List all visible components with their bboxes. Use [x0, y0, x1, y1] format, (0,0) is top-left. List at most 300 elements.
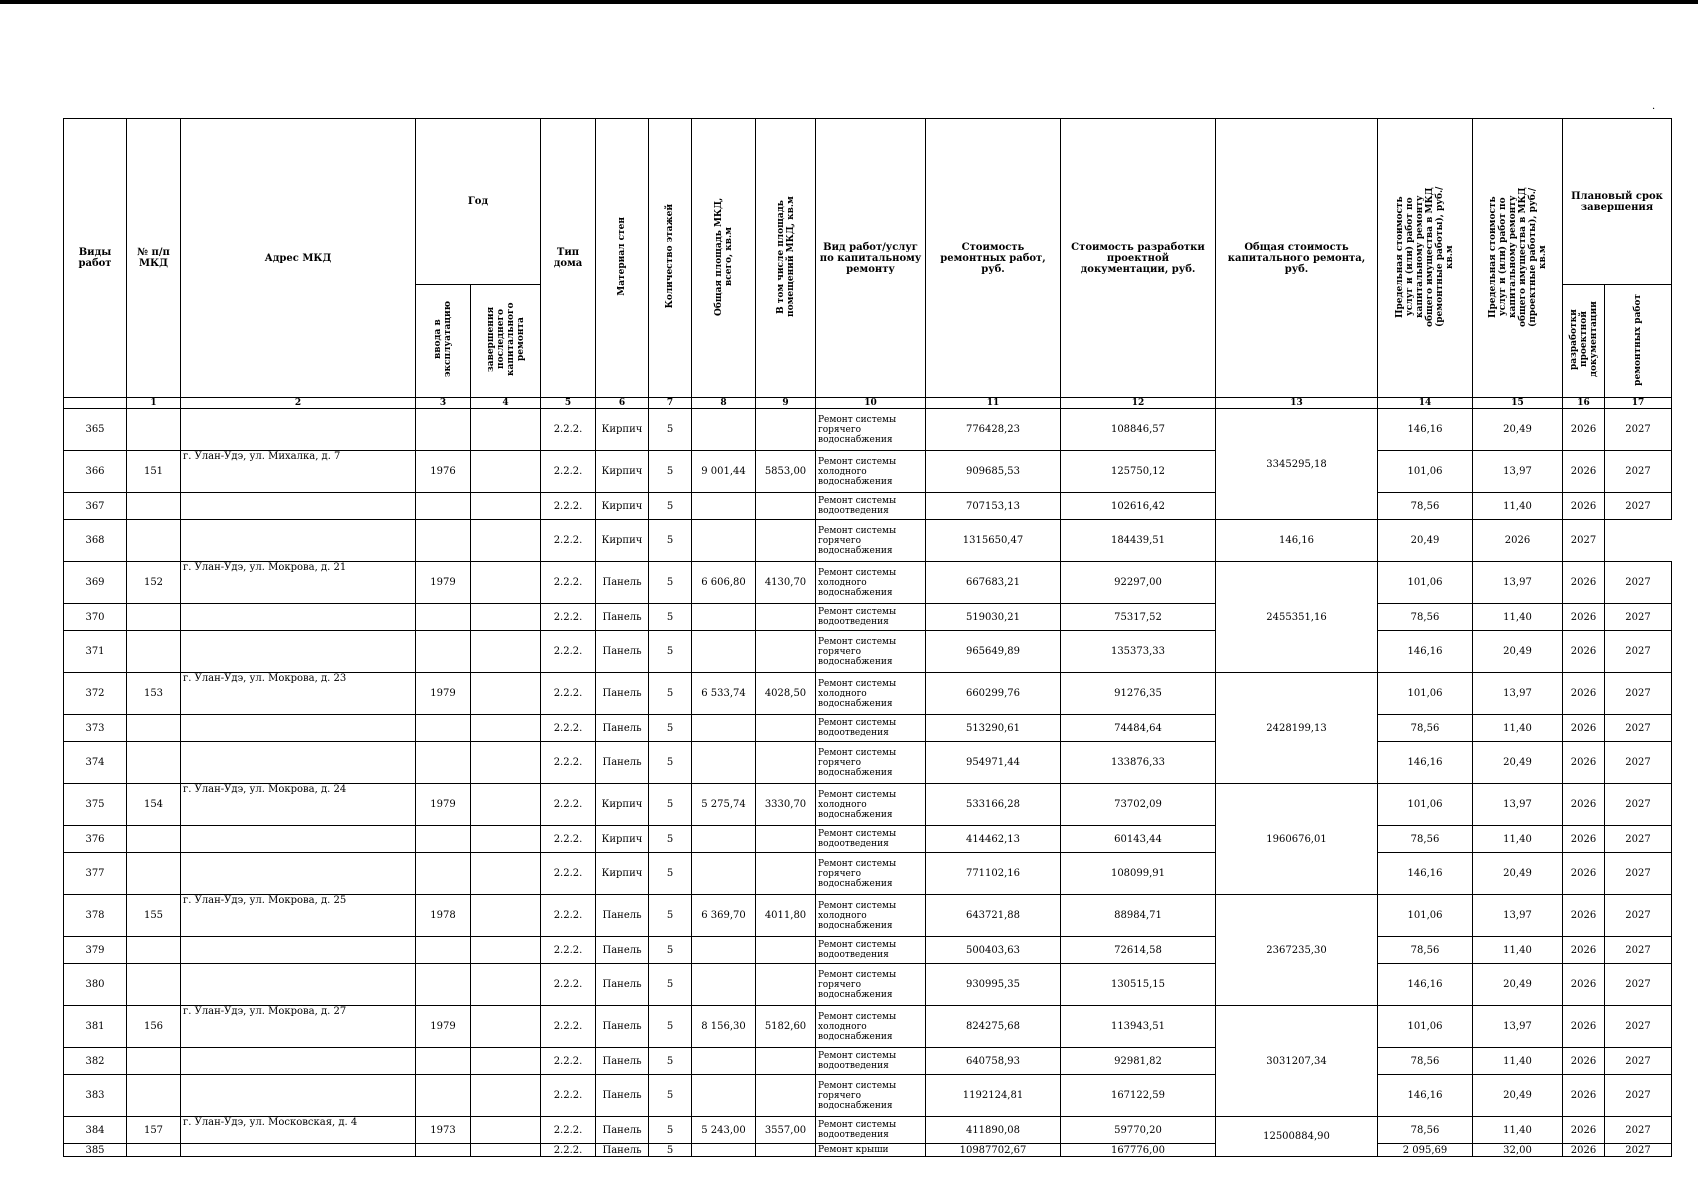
cell-y1: [416, 1075, 471, 1117]
table-row: [64, 895, 1672, 937]
cell-c12: 184439,51: [1061, 520, 1216, 562]
cell-c12: 108846,57: [1061, 409, 1216, 451]
cell-c14: 146,16: [1378, 631, 1473, 673]
cell-addr: [181, 1075, 416, 1117]
cell-wall: Кирпич: [596, 493, 649, 520]
cell-fl: 5: [649, 826, 692, 853]
cell-c12: 167776,00: [1061, 1144, 1216, 1157]
cell-fl: 5: [649, 673, 692, 715]
col-term-repair-header: ремонтных работ: [1605, 285, 1672, 398]
col-work-type-header: Виды работ: [64, 119, 127, 398]
col-number: 13: [1216, 398, 1378, 409]
cell-work: Ремонт системы водоотведения: [816, 1117, 926, 1144]
cell-y2: [471, 964, 541, 1006]
cell-fl: 5: [649, 964, 692, 1006]
cell-c14: 78,56: [1378, 1117, 1473, 1144]
cell-area: 5 243,00: [692, 1117, 756, 1144]
cell-mkd: [127, 409, 181, 451]
cell-y2: [471, 937, 541, 964]
cell-c11: 513290,61: [926, 715, 1061, 742]
cell-n: 383: [64, 1075, 127, 1117]
cell-prem: [756, 853, 816, 895]
cell-fl: 5: [649, 1117, 692, 1144]
cell-c16: 2026: [1563, 1117, 1605, 1144]
cell-c11: 909685,53: [926, 451, 1061, 493]
cell-c17: 2027: [1605, 1117, 1672, 1144]
cell-type: 2.2.2.: [541, 604, 596, 631]
cell-c11: 1315650,47: [926, 520, 1061, 562]
cell-prem: [756, 631, 816, 673]
cell-type: 2.2.2.: [541, 1006, 596, 1048]
cell-work: Ремонт системы водоотведения: [816, 826, 926, 853]
cell-work: Ремонт системы горячего водоснабжения: [816, 964, 926, 1006]
cell-y1: [416, 937, 471, 964]
cell-work: Ремонт системы горячего водоснабжения: [816, 409, 926, 451]
cell-mkd: [127, 964, 181, 1006]
cell-c11: 660299,76: [926, 673, 1061, 715]
cell-prem: [756, 715, 816, 742]
cell-c12: 75317,52: [1061, 604, 1216, 631]
cell-y1: [416, 742, 471, 784]
cell-fl: 5: [649, 1075, 692, 1117]
cell-n: 384: [64, 1117, 127, 1144]
cell-c11: 533166,28: [926, 784, 1061, 826]
cell-n: 376: [64, 826, 127, 853]
cell-c17: 2027: [1605, 1006, 1672, 1048]
cell-fl: 5: [649, 784, 692, 826]
cell-work: Ремонт системы холодного водоснабжения: [816, 673, 926, 715]
cell-type: 2.2.2.: [541, 826, 596, 853]
cell-addr: г. Улан-Удэ, ул. Мокрова, д. 27: [181, 1006, 416, 1048]
cell-fl: 5: [649, 1144, 692, 1157]
cell-c14: 78,56: [1378, 826, 1473, 853]
cell-c15: 20,49: [1473, 631, 1563, 673]
cell-prem: [756, 937, 816, 964]
cell-c15: 13,97: [1473, 562, 1563, 604]
cell-wall: Кирпич: [596, 784, 649, 826]
cell-area: [692, 493, 756, 520]
cell-c11: 519030,21: [926, 604, 1061, 631]
cell-wall: Панель: [596, 631, 649, 673]
col-number: 12: [1061, 398, 1216, 409]
cell-c14: 78,56: [1378, 604, 1473, 631]
cell-type: 2.2.2.: [541, 1117, 596, 1144]
capital-repair-table: [63, 118, 1672, 1157]
cell-prem: 3557,00: [756, 1117, 816, 1144]
cell-type: 2.2.2.: [541, 742, 596, 784]
cell-area: [692, 1048, 756, 1075]
cell-c16: 2026: [1563, 562, 1605, 604]
col-number: 1: [127, 398, 181, 409]
cell-total-cost: 2428199,13: [1216, 673, 1378, 784]
cell-wall: Кирпич: [596, 520, 649, 562]
cell-c15: 20,49: [1473, 964, 1563, 1006]
col-floors-header: Количество этажей: [649, 119, 692, 398]
cell-total-cost: 2455351,16: [1216, 562, 1378, 673]
cell-c17: 2027: [1605, 715, 1672, 742]
cell-fl: 5: [649, 451, 692, 493]
cell-mkd: [127, 1144, 181, 1157]
cell-n: 379: [64, 937, 127, 964]
cell-n: 385: [64, 1144, 127, 1157]
page-mark: ·: [1652, 104, 1656, 115]
cell-wall: Панель: [596, 562, 649, 604]
cell-wall: Панель: [596, 1075, 649, 1117]
col-number: 14: [1378, 398, 1473, 409]
cell-y1: [416, 409, 471, 451]
cell-type: 2.2.2.: [541, 493, 596, 520]
cell-c16: 2026: [1563, 604, 1605, 631]
cell-c16: 2026: [1563, 451, 1605, 493]
cell-addr: [181, 715, 416, 742]
cell-type: 2.2.2.: [541, 853, 596, 895]
cell-c14: 146,16: [1378, 742, 1473, 784]
cell-mkd: 156: [127, 1006, 181, 1048]
cell-area: [692, 742, 756, 784]
col-number: 11: [926, 398, 1061, 409]
cell-mkd: 155: [127, 895, 181, 937]
col-year-last-repair-header: завершения последнего капитального ремонта: [471, 285, 541, 398]
cell-c14: 146,16: [1216, 520, 1378, 562]
col-number: 7: [649, 398, 692, 409]
cell-type: 2.2.2.: [541, 1048, 596, 1075]
cell-c17: 2027: [1605, 631, 1672, 673]
cell-type: 2.2.2.: [541, 631, 596, 673]
cell-c17: 2027: [1605, 964, 1672, 1006]
cell-c12: 167122,59: [1061, 1075, 1216, 1117]
cell-mkd: 151: [127, 451, 181, 493]
cell-n: 367: [64, 493, 127, 520]
cell-y2: [471, 1048, 541, 1075]
cell-c14: 78,56: [1378, 1048, 1473, 1075]
cell-c12: 74484,64: [1061, 715, 1216, 742]
table-row: [64, 715, 1672, 742]
cell-c14: 146,16: [1378, 964, 1473, 1006]
cell-c16: 2026: [1563, 1075, 1605, 1117]
cell-n: 380: [64, 964, 127, 1006]
table-row: [64, 964, 1672, 1006]
col-house-type-header: Тип дома: [541, 119, 596, 398]
cell-mkd: [127, 742, 181, 784]
cell-c16: 2026: [1563, 853, 1605, 895]
cell-mkd: [127, 715, 181, 742]
cell-prem: [756, 1144, 816, 1157]
cell-y1: [416, 604, 471, 631]
cell-n: 375: [64, 784, 127, 826]
col-limit-repair-header: Предельная стоимость услуг и (или) работ по капитальному ремонту общего имущества в МКД (ремонтные работы), руб./кв.м: [1378, 119, 1473, 398]
cell-y2: [471, 451, 541, 493]
cell-y2: [471, 1117, 541, 1144]
cell-mkd: [127, 853, 181, 895]
cell-c11: 707153,13: [926, 493, 1061, 520]
cell-n: 382: [64, 1048, 127, 1075]
cell-n: 372: [64, 673, 127, 715]
table-row: [64, 826, 1672, 853]
cell-wall: Панель: [596, 1048, 649, 1075]
cell-c15: 11,40: [1473, 937, 1563, 964]
cell-c15: 13,97: [1473, 895, 1563, 937]
col-term-design-header: разработки проектной документации: [1563, 285, 1605, 398]
cell-c12: 135373,33: [1061, 631, 1216, 673]
cell-c11: 1192124,81: [926, 1075, 1061, 1117]
cell-c15: 20,49: [1473, 742, 1563, 784]
cell-c11: 824275,68: [926, 1006, 1061, 1048]
cell-prem: [756, 826, 816, 853]
cell-work: Ремонт системы водоотведения: [816, 1048, 926, 1075]
cell-c15: 20,49: [1473, 1075, 1563, 1117]
cell-c14: 101,06: [1378, 562, 1473, 604]
cell-addr: [181, 964, 416, 1006]
cell-addr: [181, 937, 416, 964]
cell-area: [692, 604, 756, 631]
col-number: 15: [1473, 398, 1563, 409]
cell-area: [692, 937, 756, 964]
cell-prem: 5182,60: [756, 1006, 816, 1048]
page-top-border: [0, 0, 1698, 4]
col-number: 6: [596, 398, 649, 409]
cell-prem: [756, 520, 816, 562]
col-year-commissioned-header: ввода в эксплуатацию: [416, 285, 471, 398]
table-row: [64, 451, 1672, 493]
cell-type: 2.2.2.: [541, 520, 596, 562]
cell-n: 381: [64, 1006, 127, 1048]
cell-y2: [471, 604, 541, 631]
cell-n: 366: [64, 451, 127, 493]
cell-y2: [471, 520, 541, 562]
cell-y2: [471, 562, 541, 604]
cell-fl: 5: [649, 715, 692, 742]
cell-fl: 5: [649, 895, 692, 937]
cell-addr: [181, 604, 416, 631]
cell-c16: 2026: [1563, 631, 1605, 673]
cell-y1: [416, 853, 471, 895]
cell-y2: [471, 673, 541, 715]
col-number: [64, 398, 127, 409]
col-repair-cost-header: Стоимость ремонтных работ, руб.: [926, 119, 1061, 398]
cell-y1: [416, 964, 471, 1006]
cell-fl: 5: [649, 1048, 692, 1075]
cell-c12: 60143,44: [1061, 826, 1216, 853]
col-design-cost-header: Стоимость разработки проектной документации, руб.: [1061, 119, 1216, 398]
cell-mkd: [127, 493, 181, 520]
cell-c12: 130515,15: [1061, 964, 1216, 1006]
table-body: [64, 409, 1672, 1157]
cell-n: 371: [64, 631, 127, 673]
cell-addr: г. Улан-Удэ, ул. Московская, д. 4: [181, 1117, 416, 1144]
table-row: [64, 853, 1672, 895]
table-row: [64, 673, 1672, 715]
cell-area: 5 275,74: [692, 784, 756, 826]
cell-c14: 101,06: [1378, 1006, 1473, 1048]
cell-area: [692, 715, 756, 742]
cell-prem: [756, 1048, 816, 1075]
cell-c14: 101,06: [1378, 895, 1473, 937]
col-number: 9: [756, 398, 816, 409]
cell-c16: 2026: [1473, 520, 1563, 562]
col-wall-material-header: Материал стен: [596, 119, 649, 398]
table-row: [64, 631, 1672, 673]
cell-c17: 2027: [1605, 493, 1672, 520]
cell-fl: 5: [649, 853, 692, 895]
cell-c17: 2027: [1605, 673, 1672, 715]
cell-wall: Панель: [596, 937, 649, 964]
cell-work: Ремонт системы холодного водоснабжения: [816, 562, 926, 604]
cell-c17: 2027: [1563, 520, 1605, 562]
cell-c14: 78,56: [1378, 715, 1473, 742]
cell-y1: [416, 631, 471, 673]
cell-prem: [756, 493, 816, 520]
col-planned-term-header: Плановый срок завершения: [1563, 119, 1672, 285]
cell-fl: 5: [649, 520, 692, 562]
cell-y1: 1979: [416, 562, 471, 604]
cell-c17: 2027: [1605, 409, 1672, 451]
cell-n: 373: [64, 715, 127, 742]
cell-c14: 78,56: [1378, 493, 1473, 520]
cell-n: 368: [64, 520, 127, 562]
cell-mkd: [127, 937, 181, 964]
cell-c12: 92981,82: [1061, 1048, 1216, 1075]
cell-type: 2.2.2.: [541, 715, 596, 742]
cell-wall: Панель: [596, 964, 649, 1006]
cell-c11: 771102,16: [926, 853, 1061, 895]
cell-y2: [471, 1006, 541, 1048]
cell-type: 2.2.2.: [541, 451, 596, 493]
col-number: 16: [1563, 398, 1605, 409]
table-row: [64, 1117, 1672, 1144]
cell-addr: [181, 853, 416, 895]
cell-y1: 1976: [416, 451, 471, 493]
cell-c12: 73702,09: [1061, 784, 1216, 826]
cell-fl: 5: [649, 562, 692, 604]
cell-y2: [471, 784, 541, 826]
cell-type: 2.2.2.: [541, 895, 596, 937]
cell-work: Ремонт системы холодного водоснабжения: [816, 895, 926, 937]
cell-y1: [416, 493, 471, 520]
cell-c11: 954971,44: [926, 742, 1061, 784]
cell-c15: 11,40: [1473, 715, 1563, 742]
cell-y2: [471, 409, 541, 451]
col-limit-design-header: Предельная стоимость услуг и (или) работ по капитальному ремонту общего имущества в МКД (проектные работы), руб./кв.м: [1473, 119, 1563, 398]
cell-work: Ремонт системы горячего водоснабжения: [816, 853, 926, 895]
cell-c12: 92297,00: [1061, 562, 1216, 604]
cell-prem: 4028,50: [756, 673, 816, 715]
cell-n: 365: [64, 409, 127, 451]
cell-addr: [181, 493, 416, 520]
cell-c16: 2026: [1563, 1006, 1605, 1048]
cell-c16: 2026: [1563, 937, 1605, 964]
cell-work: Ремонт системы горячего водоснабжения: [816, 742, 926, 784]
header-row-main: [64, 119, 1672, 285]
cell-area: 6 533,74: [692, 673, 756, 715]
cell-area: 6 369,70: [692, 895, 756, 937]
cell-wall: Кирпич: [596, 409, 649, 451]
cell-type: 2.2.2.: [541, 784, 596, 826]
col-number: 17: [1605, 398, 1672, 409]
cell-area: [692, 964, 756, 1006]
cell-c15: 20,49: [1378, 520, 1473, 562]
cell-area: 6 606,80: [692, 562, 756, 604]
col-number: 4: [471, 398, 541, 409]
cell-y2: [471, 631, 541, 673]
cell-work: Ремонт системы водоотведения: [816, 715, 926, 742]
cell-c17: 2027: [1605, 784, 1672, 826]
cell-wall: Панель: [596, 1144, 649, 1157]
col-total-cost-header: Общая стоимость капитального ремонта, руб.: [1216, 119, 1378, 398]
cell-c11: 500403,63: [926, 937, 1061, 964]
cell-type: 2.2.2.: [541, 562, 596, 604]
cell-y1: [416, 1144, 471, 1157]
cell-c12: 88984,71: [1061, 895, 1216, 937]
cell-c11: 667683,21: [926, 562, 1061, 604]
cell-work: Ремонт системы горячего водоснабжения: [816, 520, 926, 562]
col-number: 8: [692, 398, 756, 409]
cell-wall: Панель: [596, 742, 649, 784]
cell-area: 9 001,44: [692, 451, 756, 493]
cell-type: 2.2.2.: [541, 937, 596, 964]
cell-n: 369: [64, 562, 127, 604]
table-row: [64, 742, 1672, 784]
cell-fl: 5: [649, 493, 692, 520]
cell-y2: [471, 742, 541, 784]
cell-y2: [471, 853, 541, 895]
cell-wall: Кирпич: [596, 853, 649, 895]
cell-c12: 113943,51: [1061, 1006, 1216, 1048]
cell-total-cost: 3345295,18: [1216, 409, 1378, 520]
cell-prem: 5853,00: [756, 451, 816, 493]
cell-y2: [471, 1075, 541, 1117]
cell-y1: [416, 826, 471, 853]
cell-c15: 13,97: [1473, 673, 1563, 715]
cell-wall: Панель: [596, 1117, 649, 1144]
cell-c16: 2026: [1563, 1144, 1605, 1157]
cell-c12: 133876,33: [1061, 742, 1216, 784]
col-address-header: Адрес МКД: [181, 119, 416, 398]
cell-prem: 4130,70: [756, 562, 816, 604]
cell-y1: 1979: [416, 1006, 471, 1048]
cell-area: [692, 409, 756, 451]
cell-y1: [416, 1048, 471, 1075]
cell-y2: [471, 895, 541, 937]
cell-c11: 411890,08: [926, 1117, 1061, 1144]
cell-c17: 2027: [1605, 1144, 1672, 1157]
cell-c15: 13,97: [1473, 1006, 1563, 1048]
cell-y2: [471, 1144, 541, 1157]
col-year-header: Год: [416, 119, 541, 285]
cell-c16: 2026: [1563, 742, 1605, 784]
cell-addr: [181, 826, 416, 853]
cell-addr: [181, 520, 416, 562]
cell-wall: Панель: [596, 673, 649, 715]
cell-c11: 643721,88: [926, 895, 1061, 937]
cell-area: [692, 631, 756, 673]
cell-type: 2.2.2.: [541, 409, 596, 451]
cell-y1: [416, 520, 471, 562]
cell-c12: 102616,42: [1061, 493, 1216, 520]
cell-c14: 146,16: [1378, 853, 1473, 895]
cell-c15: 13,97: [1473, 784, 1563, 826]
cell-wall: Панель: [596, 1006, 649, 1048]
cell-work: Ремонт системы водоотведения: [816, 604, 926, 631]
cell-y1: 1973: [416, 1117, 471, 1144]
cell-c17: 2027: [1605, 1048, 1672, 1075]
cell-c12: 72614,58: [1061, 937, 1216, 964]
table-row: [64, 409, 1672, 451]
cell-c15: 11,40: [1473, 1117, 1563, 1144]
cell-c17: 2027: [1605, 937, 1672, 964]
cell-work: Ремонт крыши: [816, 1144, 926, 1157]
cell-wall: Кирпич: [596, 451, 649, 493]
cell-c16: 2026: [1563, 964, 1605, 1006]
